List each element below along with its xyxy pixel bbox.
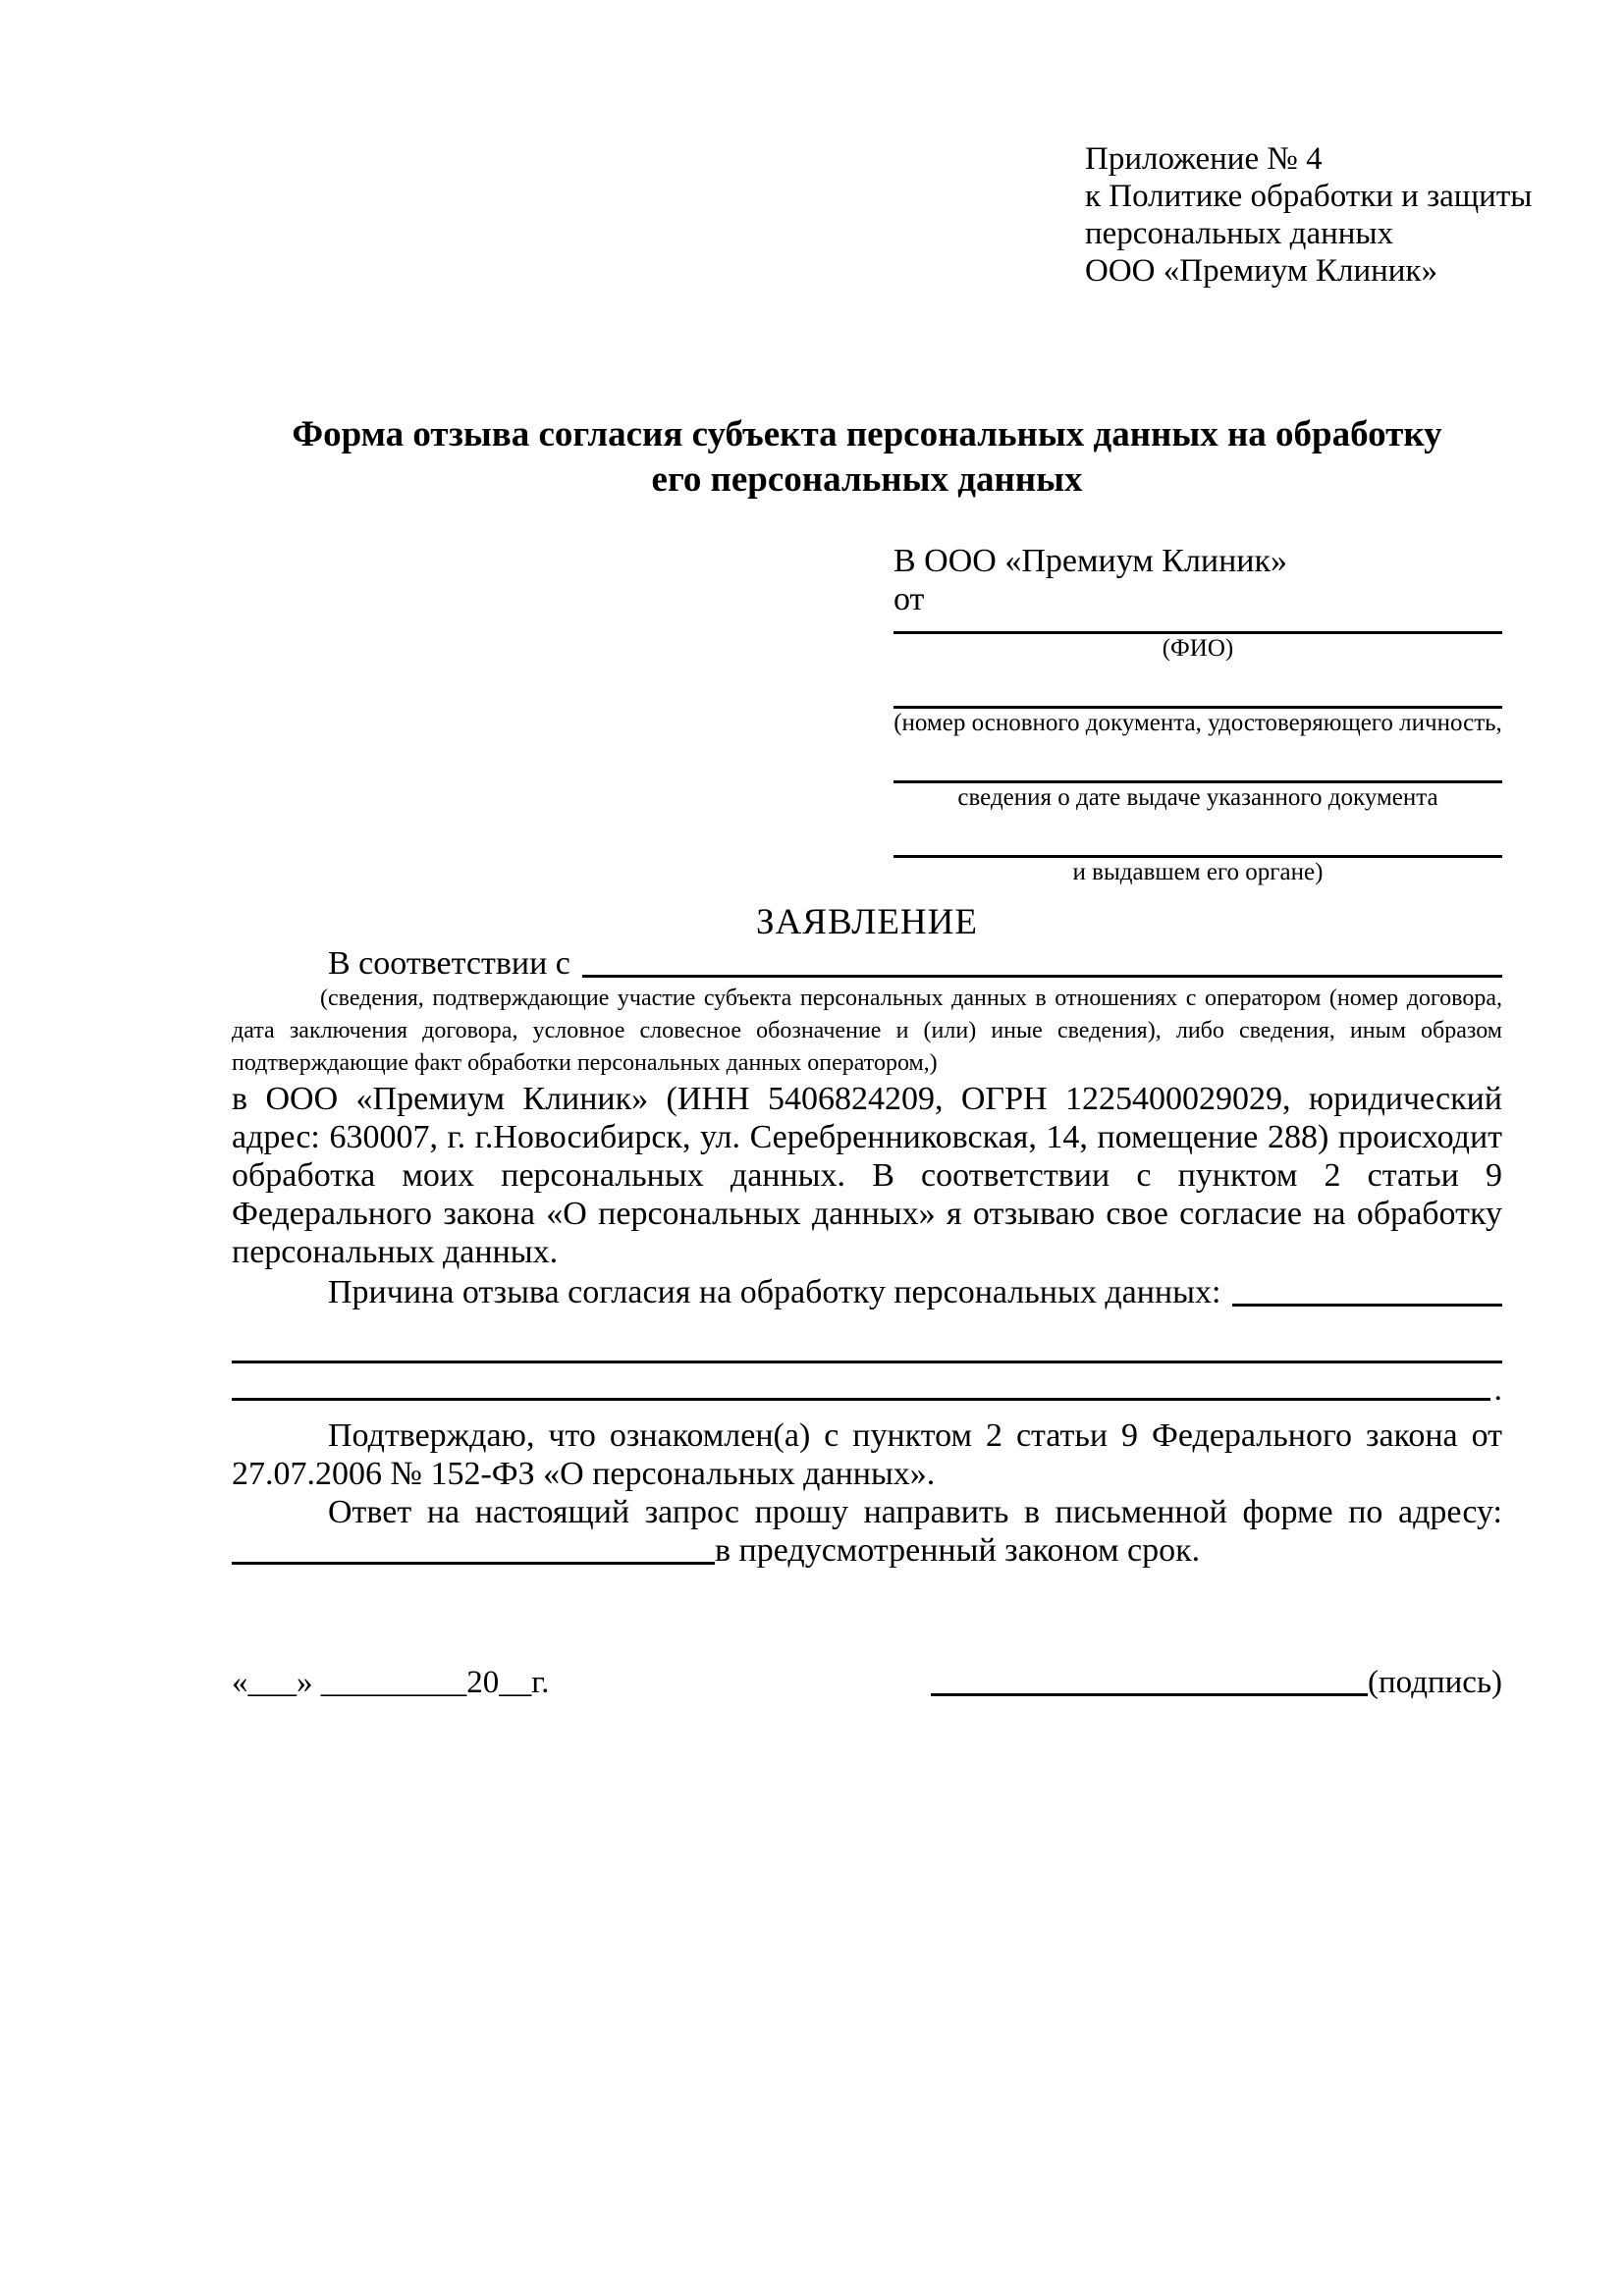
reason-label: Причина отзыва согласия на обработку персональных данных: bbox=[328, 1274, 1221, 1310]
fio-blank-line bbox=[893, 618, 1502, 634]
intro-prefix: В соответствии с bbox=[328, 945, 570, 982]
issue-date-caption: сведения о дате выдаче указанного документа bbox=[957, 784, 1438, 811]
recipient-to: В ООО «Премиум Клиник» bbox=[893, 543, 1288, 579]
intro-line bbox=[232, 944, 1502, 983]
confirmation-paragraph: Подтверждаю, что ознакомлен(а) с пунктом 2 статьи 9 Федерального закона от 27.07.2006 № 152-ФЗ «О персональных данных». bbox=[232, 1417, 1502, 1492]
form-title-line: его персональных данных bbox=[651, 459, 1083, 500]
appendix-note bbox=[1085, 140, 1533, 290]
statement-body: в ООО «Премиум Клиник» (ИНН 5406824209, ОГРН 1225400029029, юридический адрес: 630007, г. г.Новосибирск, ул. Серебренниковская, 14, помещение 288) происходит обработка моих персональных данных. В соответствии с пунктом 2 статьи 9 Федерального закона «О персональных данных» я отзываю свое согласие на обработку персональных данных. bbox=[232, 1081, 1502, 1270]
recipient-block bbox=[893, 542, 1502, 887]
reason-blank-line-1 bbox=[232, 1325, 1502, 1363]
reason-line bbox=[232, 1273, 1502, 1311]
appendix-line: к Политике обработки и защиты bbox=[1085, 179, 1533, 214]
reason-blank-line bbox=[1232, 1304, 1502, 1307]
issuing-authority-blank-line bbox=[893, 813, 1502, 858]
intro-blank-line bbox=[582, 975, 1502, 978]
appendix-line: ООО «Премиум Клиник» bbox=[1085, 253, 1437, 289]
issuing-authority-caption: и выдавшем его органе) bbox=[1072, 859, 1324, 885]
signature-blank-line bbox=[931, 1693, 1368, 1696]
statement-heading: ЗАЯВЛЕНИЕ bbox=[756, 902, 978, 942]
appendix-line: Приложение № 4 bbox=[1085, 141, 1323, 177]
fio-caption: (ФИО) bbox=[1162, 635, 1234, 662]
recipient-from-label: от bbox=[893, 581, 925, 617]
form-title-line: Форма отзыва согласия субъекта персональных данных на обработку bbox=[292, 414, 1442, 454]
document-number-blank-line bbox=[893, 664, 1502, 709]
signature-caption: (подпись) bbox=[1368, 1665, 1502, 1700]
signature-block bbox=[931, 1663, 1502, 1702]
appendix-line: персональных данных bbox=[1085, 216, 1394, 251]
issue-date-blank-line bbox=[893, 738, 1502, 783]
document-number-caption: (номер основного документа, удостоверяющего личность, bbox=[893, 710, 1502, 736]
reason-line-terminator: . bbox=[1493, 1371, 1502, 1408]
reason-blank-line-2 bbox=[232, 1363, 1502, 1409]
form-title bbox=[232, 412, 1502, 503]
reason-blank-line-2-rule bbox=[232, 1398, 1490, 1401]
date-signature-row bbox=[232, 1663, 1502, 1702]
date-blank: «___» _________20__г. bbox=[232, 1665, 550, 1700]
address-blank-line bbox=[232, 1562, 715, 1565]
reply-request-paragraph: Ответ на настоящий запрос прошу направить в письменной форме по адресу: bbox=[328, 1494, 1502, 1530]
reply-address-line bbox=[232, 1531, 1502, 1570]
fine-print: (сведения, подтверждающие участие субъекта персональных данных в отношениях с оператором (номер договора, дата заключения договора, условное словесное обозначение и (или) иные сведения), либо сведения, иным образом подтверждающие факт обработки персональных данных оператором,) bbox=[232, 986, 1502, 1076]
reply-tail: в предусмотренный законом срок. bbox=[715, 1532, 1201, 1569]
